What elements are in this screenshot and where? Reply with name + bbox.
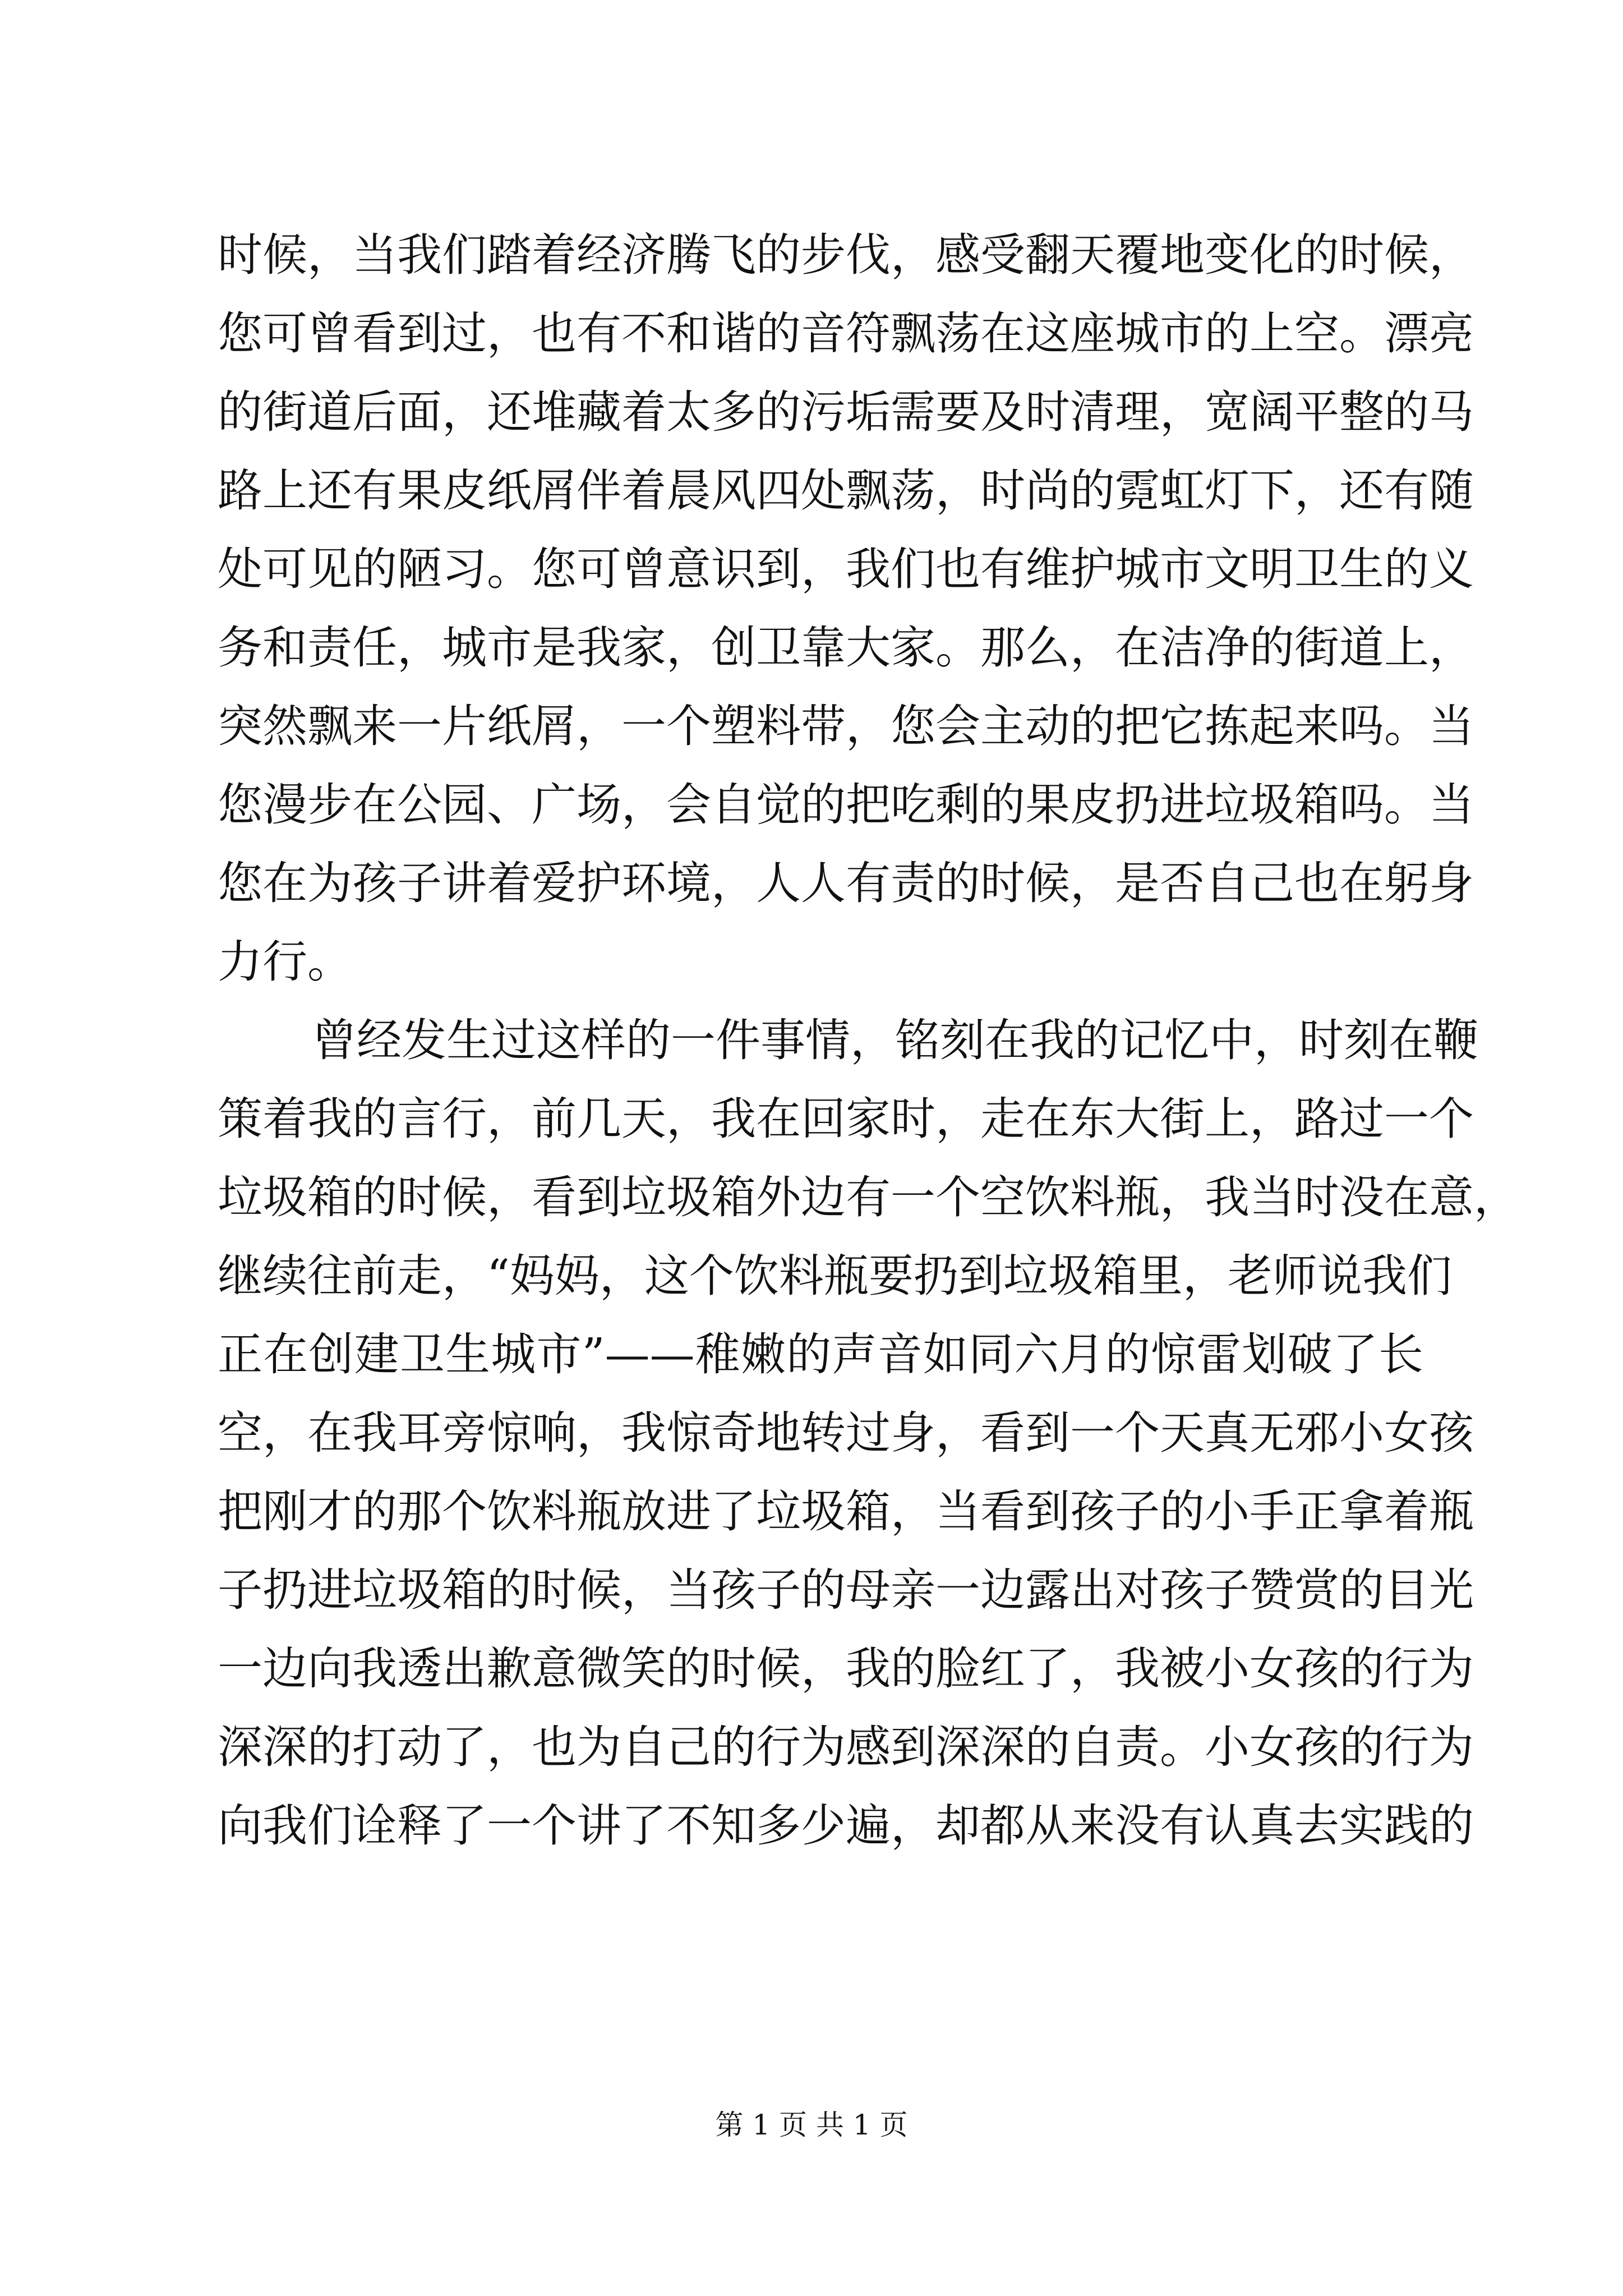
paragraph-line-14: 继续往前走，“妈妈，这个饮料瓶要扔到垃圾箱里，老师说我们 [218,1250,1452,1302]
paragraph-line-17: 把刚才的那个饮料瓶放进了垃圾箱，当看到孩子的小手正拿着瓶 [218,1485,1474,1538]
paragraph-line-4: 路上还有果皮纸屑伴着晨风四处飘荡，时尚的霓虹灯下，还有随 [218,464,1474,517]
paragraph-line-19: 一边向我透出歉意微笑的时候，我的脸红了，我被小女孩的行为 [218,1642,1474,1695]
paragraph-line-11: 曾经发生过这样的一件事情，铭刻在我的记忆中，时刻在鞭 [312,1014,1478,1066]
paragraph-line-16: 空，在我耳旁惊响，我惊奇地转过身，看到一个天真无邪小女孩 [218,1407,1474,1459]
paragraph-line-2: 您可曾看到过，也有不和谐的音符飘荡在这座城市的上空。漂亮 [218,307,1474,360]
paragraph-line-18: 子扔进垃圾箱的时候，当孩子的母亲一边露出对孩子赞赏的目光 [218,1564,1474,1616]
paragraph-line-3: 的街道后面，还堆藏着太多的污垢需要及时清理，宽阔平整的马 [218,386,1474,438]
paragraph-line-9: 您在为孩子讲着爱护环境，人人有责的时候，是否自己也在躬身 [218,857,1474,909]
paragraph-line-15: 正在创建卫生城市”——稚嫩的声音如同六月的惊雷划破了长 [218,1328,1423,1381]
paragraph-line-5: 处可见的陋习。您可曾意识到，我们也有维护城市文明卫生的义 [218,543,1474,595]
paragraph-line-21: 向我们诠释了一个讲了不知多少遍，却都从来没有认真去实践的 [218,1800,1474,1852]
paragraph-line-7: 突然飘来一片纸屑，一个塑料带，您会主动的把它拣起来吗。当 [218,700,1474,752]
paragraph-line-13: 垃圾箱的时候，看到垃圾箱外边有一个空饮料瓶，我当时没在意， [218,1171,1519,1223]
paragraph-line-1: 时候，当我们踏着经济腾飞的步伐，感受翻天覆地变化的时候， [218,229,1474,281]
paragraph-line-6: 务和责任，城市是我家，创卫靠大家。那么，在洁净的街道上， [218,622,1474,674]
page-footer: 第 1 页 共 1 页 [715,2109,908,2141]
paragraph-line-8: 您漫步在公园、广场，会自觉的把吃剩的果皮扔进垃圾箱吗。当 [218,779,1474,831]
paragraph-line-20: 深深的打动了，也为自己的行为感到深深的自责。小女孩的行为 [218,1721,1474,1773]
paragraph-line-12: 策着我的言行，前几天，我在回家时，走在东大街上，路过一个 [218,1093,1474,1145]
paragraph-line-10: 力行。 [218,936,352,988]
